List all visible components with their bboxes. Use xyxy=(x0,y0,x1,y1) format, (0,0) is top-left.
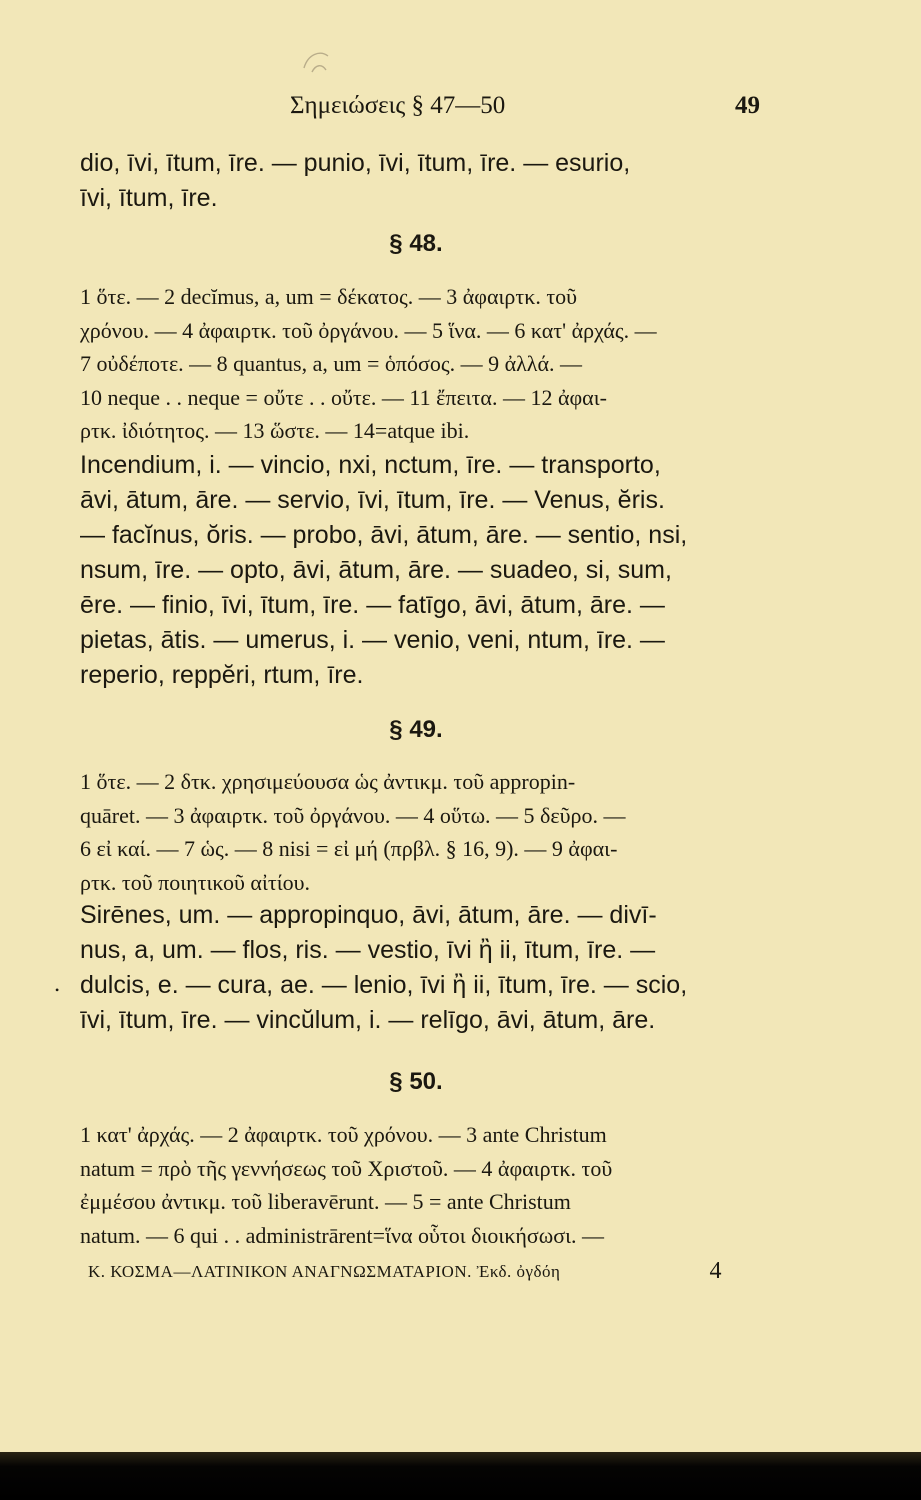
note-line: 6 εἰ καί. — 7 ὡς. — 8 nisi = εἰ μή (πρβλ. § 16, 9). — 9 ἀφαι- xyxy=(80,836,618,861)
vocab-line: — facĭnus, ŏris. — probo, āvi, ātum, āre. — sentio, nsi, xyxy=(80,521,688,549)
note-line: ἐμμέσου ἀντικμ. τοῦ liberavērunt. — 5 = ante Christum xyxy=(80,1189,571,1214)
note-line: χρόνου. — 4 ἀφαιρτκ. τοῦ ὀργάνου. — 5 ἵνα. — 6 κατ' ἀρχάς. — xyxy=(80,317,657,343)
vocab-line: īvi, ītum, īre. — vincŭlum, i. — relīgo, āvi, ātum, āre. xyxy=(80,1006,656,1034)
section-48-notes xyxy=(80,280,752,448)
text-line: īvi, ītum, īre. xyxy=(80,184,218,212)
note-line: 1 ὅτε. — 2 decĭmus, a, um = δέκατος. — 3 ἀφαιρτκ. τοῦ xyxy=(80,284,578,309)
note-line: 7 οὐδέποτε. — 8 quantus, a, um = ὁπόσος. — 9 ἀλλά. — xyxy=(80,351,582,376)
vocab-line: Incendium, i. — vincio, nxi, nctum, īre. — transporto, xyxy=(80,451,661,479)
section-47-continuation xyxy=(80,146,752,216)
note-line: 10 neque . . neque = οὔτε . . οὔτε. — 11 ἔπειτα. — 12 ἀφαι- xyxy=(80,384,607,410)
text-line: dio, īvi, ītum, īre. — punio, īvi, ītum, īre. — esurio, xyxy=(80,149,631,177)
note-line: natum = πρὸ τῆς γεννήσεως τοῦ Χριστοῦ. — 4 ἀφαιρτκ. τοῦ xyxy=(80,1155,613,1181)
margin-dot-icon: • xyxy=(55,983,60,997)
page-number: 49 xyxy=(735,92,760,119)
note-line: 1 ὅτε. — 2 δτκ. χρησιμεύουσα ὡς ἀντικμ. τοῦ appropin- xyxy=(80,769,576,794)
vocab-line: Sirēnes, um. — appropinquo, āvi, ātum, āre. — divī- xyxy=(80,901,657,929)
signature-mark: 4 xyxy=(709,1258,722,1284)
note-line: 1 κατ' ἀρχάς. — 2 ἀφαιρτκ. τοῦ χρόνου. — 3 ante Christum xyxy=(80,1122,607,1147)
note-line: ρτκ. ἰδιότητος. — 13 ὥστε. — 14=atque ibi. xyxy=(80,418,470,443)
scan-edge xyxy=(0,1452,921,1500)
footer-text: Κ. ΚΟΣΜΑ—ΛΑΤΙΝΙΚΟΝ ΑΝΑΓΝΩΣΜΑΤΑΡΙΟΝ. Ἐκδ. ὀγδόη xyxy=(88,1262,561,1281)
section-49-heading: § 49. xyxy=(389,716,443,743)
note-line: ρτκ. τοῦ ποιητικοῦ αἰτίου. xyxy=(80,869,311,895)
vocab-line: ēre. — finio, īvi, ītum, īre. — fatīgo, āvi, ātum, āre. — xyxy=(80,591,665,619)
vocab-line: reperio, reppĕri, rtum, īre. xyxy=(80,661,364,689)
note-line: quāret. — 3 ἀφαιρτκ. τοῦ ὀργάνου. — 4 οὕτω. — 5 δεῦρο. — xyxy=(80,802,626,828)
page-footer xyxy=(88,1258,722,1284)
vocab-line: nsum, īre. — opto, āvi, ātum, āre. — suadeo, si, sum, xyxy=(80,556,672,584)
vocab-line: pietas, ātis. — umerus, i. — venio, veni, ntum, īre. — xyxy=(80,626,665,654)
section-49-notes xyxy=(80,765,752,899)
vocab-line: dulcis, e. — cura, ae. — lenio, īvi ἢ ii, ītum, īre. — scio, xyxy=(80,971,688,999)
note-line: natum. — 6 qui . . administrārent=ἵνα οὗτοι διοικήσωσι. — xyxy=(80,1222,605,1248)
section-50-heading: § 50. xyxy=(389,1068,443,1095)
page-header xyxy=(80,92,760,126)
vocab-line: āvi, ātum, āre. — servio, īvi, ītum, īre. — Venus, ĕris. xyxy=(80,486,665,514)
section-50-notes xyxy=(80,1118,752,1252)
section-48-vocabulary xyxy=(80,448,752,693)
vocab-line: nus, a, um. — flos, ris. — vestio, īvi ἢ ii, ītum, īre. — xyxy=(80,936,656,964)
section-49-vocabulary xyxy=(80,898,752,1038)
running-title: Σημειώσεις § 47—50 xyxy=(290,92,506,119)
section-48-heading: § 48. xyxy=(389,230,443,257)
pencil-mark-icon xyxy=(298,46,338,76)
